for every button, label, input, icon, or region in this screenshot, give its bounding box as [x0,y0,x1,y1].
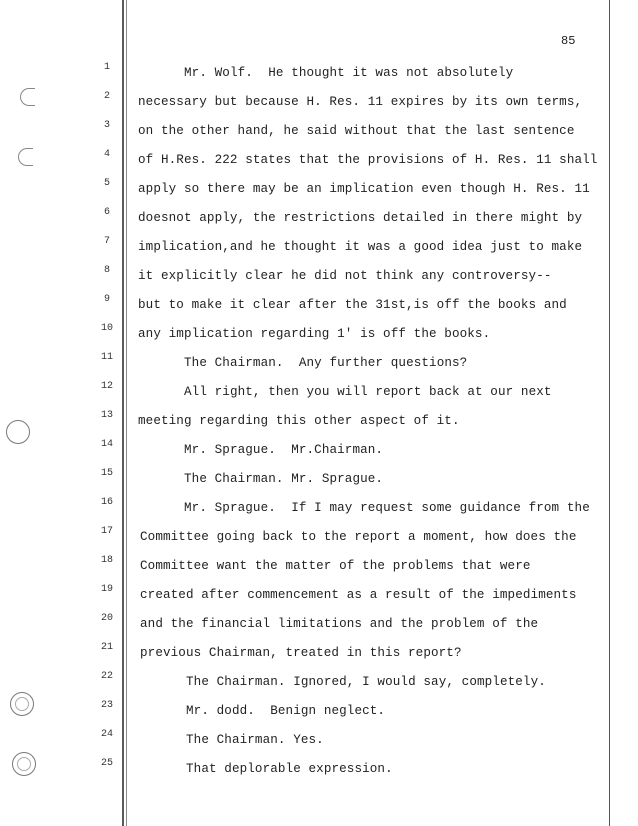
line-number: 8 [103,265,110,276]
transcript-line: necessary but because H. Res. 11 expires by its own terms, [138,95,583,109]
transcript-line: implication,and he thought it was a good idea just to make [138,240,583,254]
binder-hole-icon [10,692,34,716]
line-number: 1 [103,62,110,73]
transcript-line: and the financial limitations and the problem of the [140,617,539,631]
transcript-line: All right, then you will report back at our next [184,385,552,399]
transcript-line: on the other hand, he said without that the last sentence [138,124,575,138]
line-number: 13 [100,410,113,421]
transcript-line: The Chairman. Mr. Sprague. [184,472,384,486]
line-number: 23 [100,700,113,711]
transcript-line: Committee want the matter of the problems that were [140,559,531,573]
line-number: 15 [100,468,113,479]
transcript-line: The Chairman. Ignored, I would say, completely. [186,675,546,689]
line-number: 19 [100,584,113,595]
line-number: 22 [100,671,113,682]
transcript-line: of H.Res. 222 states that the provisions of H. Res. 11 shall [138,153,598,167]
line-number: 12 [100,381,113,392]
line-number: 6 [103,207,110,218]
binder-hole-icon [12,752,36,776]
binder-hole-icon [18,148,33,166]
page-number: 85 [561,34,576,48]
line-number: 17 [100,526,113,537]
binder-hole-icon [6,420,30,444]
transcript-line: Mr. Wolf. He thought it was not absolutely [184,66,514,80]
transcript-line: any implication regarding 1' is off the books. [138,327,491,341]
right-margin-rule [609,0,610,826]
transcript-line: The Chairman. Yes. [186,733,324,747]
left-margin-rule-inner [126,0,127,826]
transcript-line: doesnot apply, the restrictions detailed in there might by [138,211,583,225]
line-number: 14 [100,439,113,450]
transcript-line: but to make it clear after the 31st,is off the books and [138,298,567,312]
line-number: 20 [100,613,113,624]
transcript-line: created after commencement as a result of the impediments [140,588,577,602]
transcript-line: Mr. Sprague. If I may request some guidance from the [184,501,590,515]
line-number: 4 [103,149,110,160]
line-number: 9 [103,294,110,305]
line-number: 21 [100,642,113,653]
transcript-line: The Chairman. Any further questions? [184,356,468,370]
transcript-line: Mr. dodd. Benign neglect. [186,704,386,718]
line-number: 11 [100,352,113,363]
line-number: 25 [100,758,113,769]
line-number: 16 [100,497,113,508]
line-number: 18 [100,555,113,566]
line-number: 5 [103,178,110,189]
transcript-line: apply so there may be an implication even though H. Res. 11 [138,182,590,196]
transcript-line: Committee going back to the report a moment, how does the [140,530,577,544]
binder-hole-icon [20,88,35,106]
transcript-line: Mr. Sprague. Mr.Chairman. [184,443,384,457]
line-number: 24 [100,729,113,740]
left-margin-rule [122,0,124,826]
transcript-line: it explicitly clear he did not think any controversy-- [138,269,552,283]
transcript-line: meeting regarding this other aspect of it. [138,414,460,428]
line-number: 3 [103,120,110,131]
line-number: 2 [103,91,110,102]
line-number: 10 [100,323,113,334]
transcript-line: That deplorable expression. [186,762,393,776]
line-number: 7 [103,236,110,247]
transcript-line: previous Chairman, treated in this report? [140,646,462,660]
